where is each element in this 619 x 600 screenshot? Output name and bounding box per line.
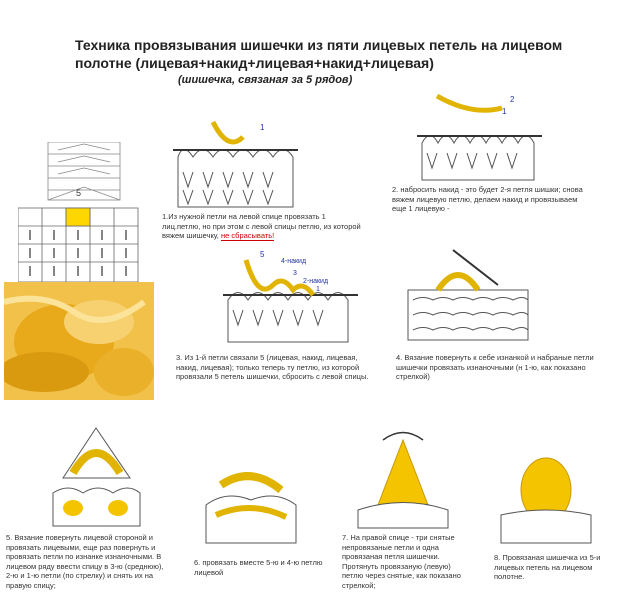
title-line-1: Техника провязывания шишечки из пяти лицевых петель на лицевом [75,37,563,53]
step-1-illustration [168,112,308,212]
step-8-illustration [496,445,596,545]
step-2-label-1: 1 [502,107,507,116]
bobble-photo [4,282,154,400]
step-3-label-4: 4-накид [281,258,307,265]
chart-highlight-cell [66,208,90,226]
stitch-chart [18,142,140,282]
step-2-label-2: 2 [510,95,515,104]
step-1-text: 1.Из нужной петли на левой спице провязать 1 лиц.петлю, но при этом с левой спицы петлю, из которой вяжем шишечку, [162,212,361,240]
step-5-caption: 5. Вязание повернуть лицевой стороной и провязать лицевыми, еще раз повернуть и провязать петли по изнанке изнаночными. В лицевом ряду ввести спицу в 3-ю (среднюю), 2-ю и 1-ю петли (по стрелку) и снять их на правую спицу; [6,533,164,590]
step-3-label-3: 3 [293,270,297,277]
step-2-illustration [402,88,562,183]
subtitle: (шишечка, связаная за 5 рядов) [178,74,353,86]
title-line-2: полотне (лицевая+накид+лицевая+накид+лицевая) [75,55,434,71]
step-3-label-2: 2-накид [303,278,329,285]
step-1-label-1: 1 [260,123,265,132]
step-3-caption: 3. Из 1-й петли связали 5 (лицевая, накид, лицевая, накид, лицевая); только теперь ту петлю, из которой провязали 5 петель шишечки, сбросить с левой спицы. [176,353,369,381]
step-8-caption: 8. Провязаная шишечка из 5-и лицевых петель на лицевом полотне. [494,553,601,581]
step-5-illustration [48,418,143,528]
step-4-caption: 4. Вязание повернуть к себе изнанкой и набраные петли шишечки провязать изнаночными (н 1-ю, как показано стрелкой) [396,353,594,381]
step-3-label-1: 1 [316,286,320,293]
step-6-caption: 6. провязать вместе 5-ю и 4-ю петлю лицевой [194,558,323,577]
step-2-caption: 2. набросить накид - это будет 2-я петля шишки; снова вяжем лицевую петлю, делаем накид и провязываем еще 1 лицевую - [392,185,583,213]
step-7-illustration [348,420,458,530]
step-1-caption [162,212,362,241]
step-6-illustration [196,445,306,545]
step-3-label-5: 5 [260,250,265,259]
step-7-caption: 7. На правой спице - три снятые непровязаные петли и одна провязаная петля шишечки. Протянуть провязаную (левую) петлю через снятые, как показано стрелкой; [342,533,461,590]
chart-row-label: 5 [76,188,82,198]
step-1-warning: не сбрасывать! [221,231,275,240]
step-3-illustration [218,245,368,345]
step-4-illustration [398,240,538,345]
